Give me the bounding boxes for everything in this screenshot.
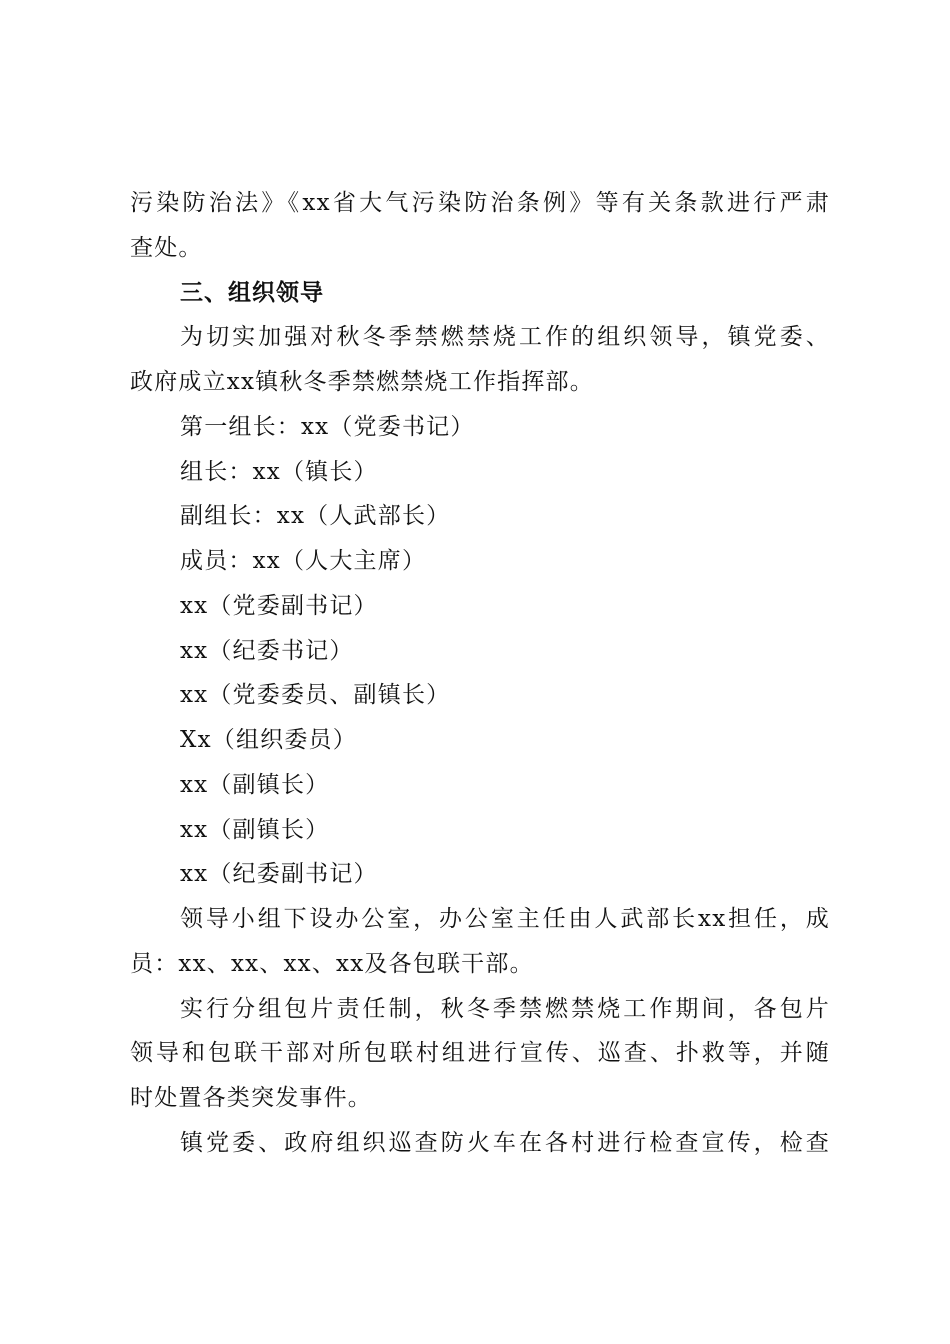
paragraph-line: 领导和包联干部对所包联村组进行宣传、巡查、扑救等，并随 — [130, 1040, 830, 1066]
member-line: 副组长：xx（人武部长） — [180, 503, 451, 529]
member-line: 第一组长：xx（党委书记） — [180, 414, 475, 440]
member-line: xx（副镇长） — [180, 817, 330, 843]
member-line: Xx（组织委员） — [180, 727, 357, 753]
paragraph-line: 镇党委、政府组织巡查防火车在各村进行检查宣传，检查 — [180, 1130, 830, 1156]
member-line: xx（副镇长） — [180, 772, 330, 798]
member-line: 成员：xx（人大主席） — [180, 548, 427, 574]
paragraph-line: 查处。 — [130, 235, 203, 261]
member-line: xx（纪委书记） — [180, 638, 354, 664]
member-line: 组长：xx（镇长） — [180, 459, 378, 485]
paragraph-line: 为切实加强对秋冬季禁燃禁烧工作的组织领导，镇党委、 — [180, 324, 830, 350]
member-line: xx（党委委员、副镇长） — [180, 682, 451, 708]
paragraph-line: 员：xx、xx、xx、xx及各包联干部。 — [130, 951, 534, 977]
paragraph-line: 政府成立xx镇秋冬季禁燃禁烧工作指挥部。 — [130, 369, 594, 395]
section-heading: 三、组织领导 — [180, 279, 324, 306]
member-line: xx（纪委副书记） — [180, 861, 378, 887]
paragraph-line: 实行分组包片责任制，秋冬季禁燃禁烧工作期间，各包片 — [180, 996, 830, 1022]
paragraph-line: 时处置各类突发事件。 — [130, 1085, 372, 1111]
paragraph-line: 污染防治法》《xx省大气污染防治条例》等有关条款进行严肃 — [130, 190, 830, 216]
paragraph-line: 领导小组下设办公室，办公室主任由人武部长xx担任，成 — [180, 906, 830, 932]
member-line: xx（党委副书记） — [180, 593, 378, 619]
